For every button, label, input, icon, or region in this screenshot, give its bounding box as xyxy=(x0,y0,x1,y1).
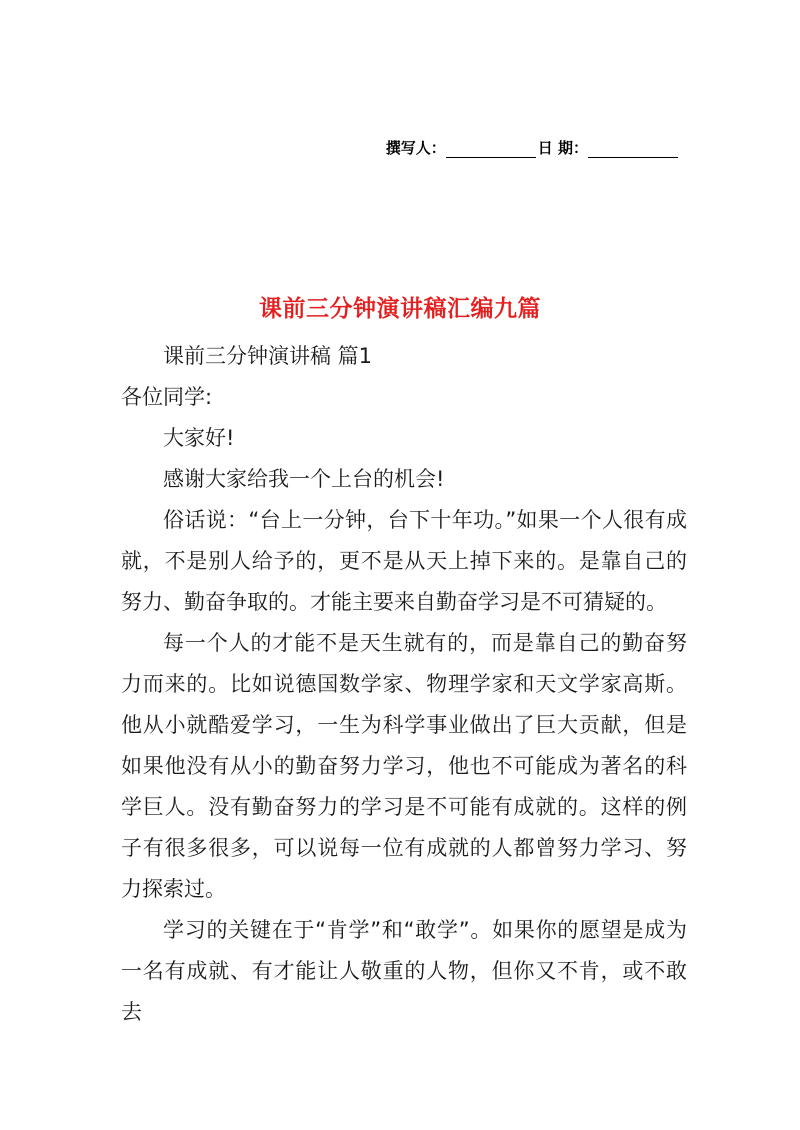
paragraph-proverb: 俗话说：“台上一分钟，台下十年功。”如果一个人很有成就，不是别人给予的，更不是从天上掉下来的。是靠自己的努力、勤奋争取的。才能主要来自勤奋学习是不可猜疑的。 xyxy=(121,508,687,614)
author-date-header xyxy=(386,137,678,158)
document-title: 课前三分钟演讲稿汇编九篇 xyxy=(259,296,541,322)
paragraph-key-to-learning: 学习的关键在于“肯学”和“敢学”。如果你的愿望是成为一名有成就、有才能让人敬重的人物，但你又不肯，或不敢去 xyxy=(121,918,687,1024)
salutation: 各位同学: xyxy=(121,385,213,409)
author-blank-line[interactable] xyxy=(446,141,536,158)
paragraph-greeting: 大家好! xyxy=(163,426,235,450)
date-label: 日 期： xyxy=(537,139,588,157)
author-label: 撰写人： xyxy=(385,139,446,157)
paragraph-thanks: 感谢大家给我一个上台的机会! xyxy=(163,467,445,491)
speech-subtitle: 课前三分钟演讲稿 篇1 xyxy=(163,344,373,368)
date-blank-line[interactable] xyxy=(588,141,678,158)
paragraph-gauss: 每一个人的才能不是天生就有的，而是靠自己的勤奋努力而来的。比如说德国数学家、物理学家和天文学家高斯。他从小就酷爱学习，一生为科学事业做出了巨大贡献，但是如果他没有从小的勤奋努力学习，他也不可能成为著名的科学巨人。没有勤奋努力的学习是不可能有成就的。这样的例子有很多很多，可以说每一位有成就的人都曾努力学习、努力探索过。 xyxy=(121,631,687,901)
document-body xyxy=(121,336,687,1033)
